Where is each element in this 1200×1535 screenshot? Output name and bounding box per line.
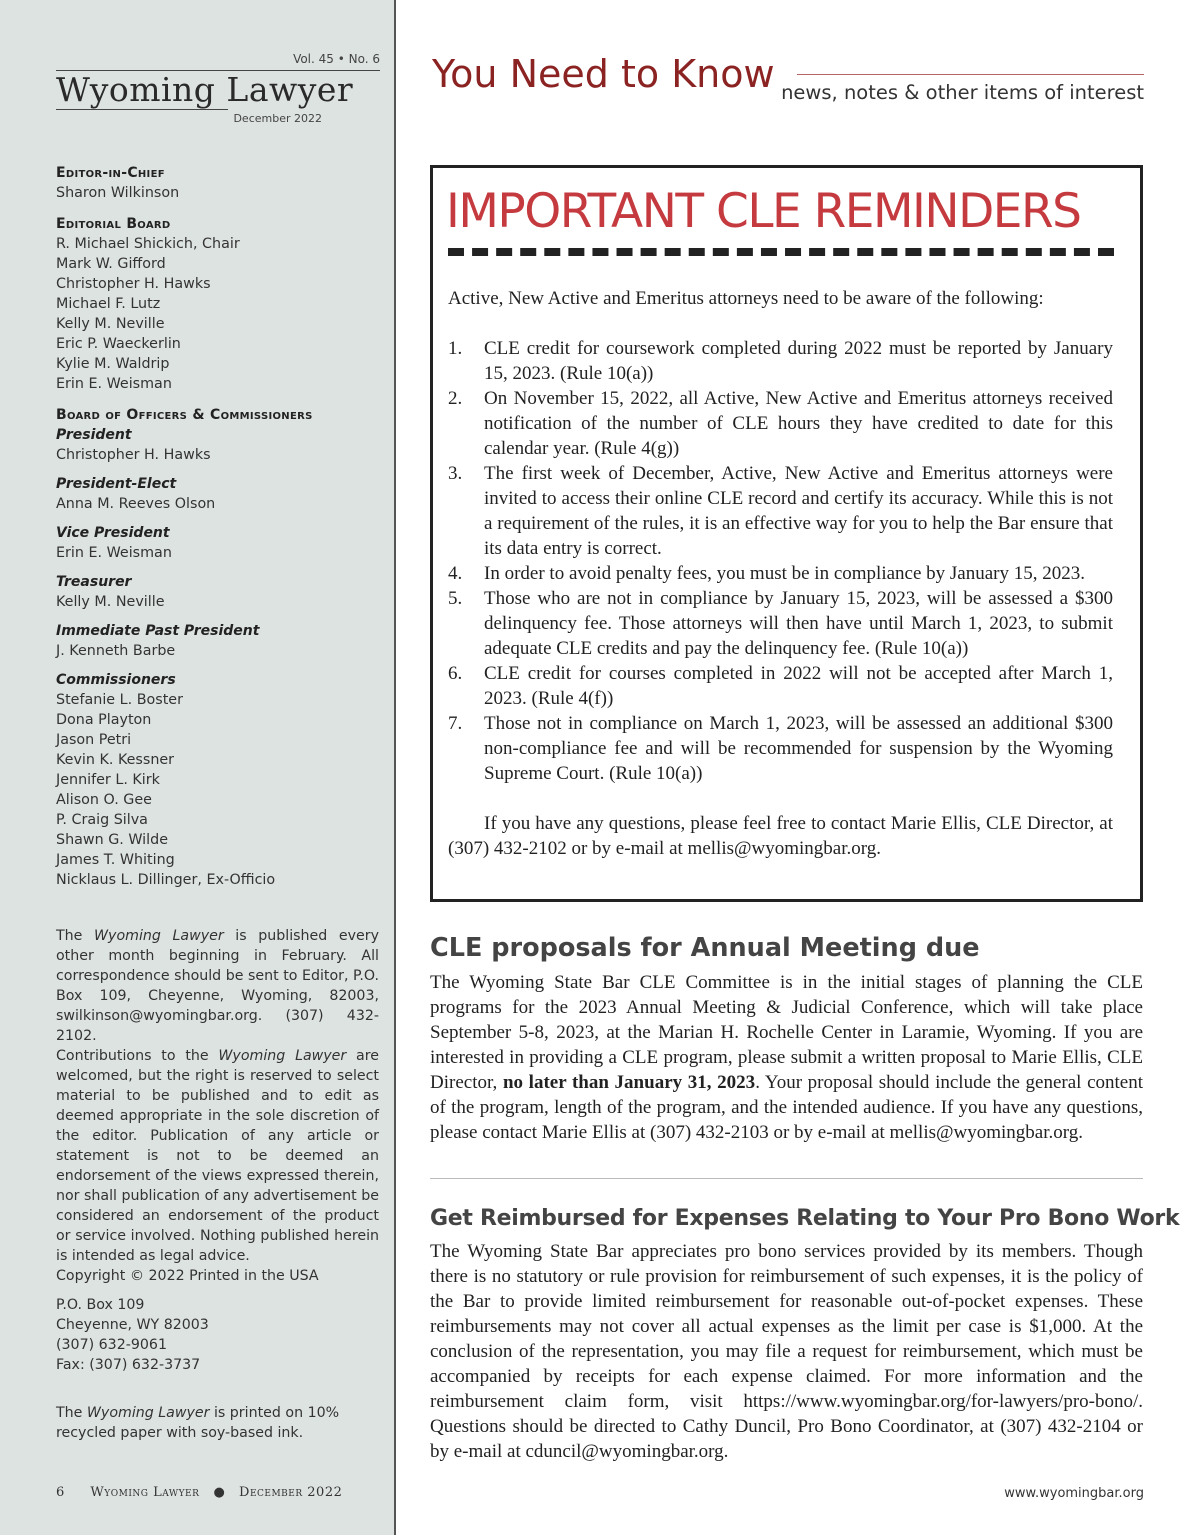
sidebar: [0, 0, 396, 1535]
editorial-board-heading: Editorial Board: [56, 216, 171, 232]
mailing-address: P.O. Box 109 Cheyenne, WY 82003 (307) 632-9061 Fax: (307) 632-3737: [56, 1297, 209, 1373]
footer-left: [56, 1485, 342, 1500]
editorial-board-group: [56, 214, 380, 394]
editor-heading: Editor-in-Chief: [56, 165, 165, 181]
officer-name: J. Kenneth Barbe: [56, 643, 176, 659]
commissioner: Alison O. Gee: [56, 792, 152, 808]
officers-heading: Board of Officers & Commissioners: [56, 407, 313, 423]
copyright-notice: Copyright © 2022 Printed in the USA: [56, 1268, 319, 1284]
recycled-notice: The Wyoming Lawyer is printed on 10% recycled paper with soy-based ink.: [56, 1405, 340, 1441]
officer-role: Immediate Past President: [56, 623, 260, 639]
footer-publication: Wyoming Lawyer: [90, 1485, 200, 1500]
officer-name: Kelly M. Neville: [56, 594, 165, 610]
board-member: Erin E. Weisman: [56, 376, 172, 392]
page-number: 6: [56, 1485, 65, 1500]
dashed-divider: [448, 248, 1114, 256]
cle-reminder-list: [448, 336, 1113, 786]
officer-role: President: [56, 427, 132, 443]
section-header: [432, 52, 1144, 112]
commissioner: James T. Whiting: [56, 852, 175, 868]
section-title: You Need to Know: [432, 52, 775, 96]
cle-reminder-item: 2. On November 15, 2022, all Active, New Active and Emeritus attorneys received notification of the number of CLE hours they have credited to date for this calendar year. (Rule 4(g)): [448, 388, 1113, 459]
cle-reminders-box: [430, 165, 1143, 902]
cle-reminder-item: 4. In order to avoid penalty fees, you must be in compliance by January 15, 2023.: [448, 563, 1085, 584]
header-rule: [797, 74, 1144, 75]
cle-reminders-title: IMPORTANT CLE REMINDERS: [446, 184, 1081, 239]
cle-proposals-article: [430, 933, 1143, 1145]
officer-role: President-Elect: [56, 476, 177, 492]
section-subtitle: news, notes & other items of interest: [781, 81, 1144, 104]
pro-bono-body: The Wyoming State Bar appreciates pro bono services provided by its members. Though there is no statutory or rule provision for reimbursement of such expenses, it is the policy of the Bar to provide limited reimbursement for reasonable out-of-pocket expenses. These reimbursements may not cover all actual expenses as the limit per case is $1,000. At the conclusion of the representation, you may file a request for reimbursement, which must be accompanied by receipts for each expense claimed. For more information and the reimbursement claim form, visit https://www.wyomingbar.org/for-lawyers/pro-bono/. Questions should be directed to Cathy Duncil, Pro Bono Coordinator, at (307) 432-2104 or by e-mail at cduncil@wyomingbar.org.: [430, 1241, 1143, 1462]
article-divider: [430, 1178, 1143, 1179]
cle-reminder-item: 7. Those not in compliance on March 1, 2023, will be assessed an additional $300 non-compliance fee and will be recommended for suspension by the Wyoming Supreme Court. (Rule 10(a)): [448, 713, 1113, 784]
cle-reminder-item: 3. The first week of December, Active, New Active and Emeritus attorneys were invited to access their online CLE record and certify its accuracy. While this is not a requirement of the rules, it is an effective way for you to help the Bar ensure that its data entry is correct.: [448, 463, 1113, 559]
commissioner-list: [56, 690, 380, 890]
commissioner: P. Craig Silva: [56, 812, 148, 828]
commissioner: Stefanie L. Boster: [56, 692, 183, 708]
board-member: Kelly M. Neville: [56, 316, 165, 332]
commissioner: Dona Playton: [56, 712, 152, 728]
officer-name: Christopher H. Hawks: [56, 447, 211, 463]
footer-website: www.wyomingbar.org: [1004, 1486, 1144, 1501]
cle-reminder-item: 1. CLE credit for coursework completed during 2022 must be reported by January 15, 2023. (Rule 10(a)): [448, 338, 1113, 384]
board-member: Christopher H. Hawks: [56, 276, 211, 292]
issue-date: December 2022: [233, 112, 322, 125]
publication-notice: The Wyoming Lawyer is published every other month beginning in February. All correspondence should be sent to Editor, P.O. Box 109, Cheyenne, Wyoming, 82003, swilkinson@wyomingbar.org. (307) 432-2102.: [56, 928, 379, 1044]
officers-group: [56, 405, 380, 890]
editor-group: [56, 163, 380, 203]
cle-proposals-heading: CLE proposals for Annual Meeting due: [430, 933, 980, 963]
contributions-notice: Contributions to the Wyoming Lawyer are welcomed, but the right is reserved to select material to be published and to edit as deemed appropriate in the sole discretion of the editor. Publication of any article or statement is not to be deemed an endorsement of the views expressed therein, nor shall publication of any advertisement be considered an endorsement of the product or service involved. Nothing published herein is intended as legal advice.: [56, 1048, 379, 1264]
board-member: Eric P. Waeckerlin: [56, 336, 181, 352]
commissioner: Jennifer L. Kirk: [56, 772, 160, 788]
board-member: Mark W. Gifford: [56, 256, 166, 272]
editor-name: Sharon Wilkinson: [56, 185, 180, 201]
commissioners-heading: Commissioners: [56, 672, 176, 688]
commissioner: Shawn G. Wilde: [56, 832, 169, 848]
editorial-board-list: [56, 234, 380, 394]
staff-listing: [56, 163, 380, 901]
board-member: Michael F. Lutz: [56, 296, 161, 312]
officer-name: Erin E. Weisman: [56, 545, 172, 561]
board-member: Kylie M. Waldrip: [56, 356, 170, 372]
cle-reminder-item: 6. CLE credit for courses completed in 2022 will not be accepted after March 1, 2023. (Rule 4(f)): [448, 663, 1113, 709]
footer-issue: December 2022: [239, 1485, 343, 1500]
cle-intro: Active, New Active and Emeritus attorneys need to be aware of the following:: [448, 288, 1044, 309]
pro-bono-heading: Get Reimbursed for Expenses Relating to Your Pro Bono Work: [430, 1206, 1180, 1231]
officer-name: Anna M. Reeves Olson: [56, 496, 216, 512]
volume-issue: Vol. 45 • No. 6: [293, 52, 380, 66]
commissioner: Jason Petri: [56, 732, 132, 748]
masthead-rule: [56, 109, 228, 110]
cle-reminder-item: 5. Those who are not in compliance by January 15, 2023, will be assessed a $300 delinquency fee. Those attorneys will then have until March 1, 2023, to submit adequate CLE credits and pay the delinquency fee. (Rule 10(a)): [448, 588, 1113, 659]
commissioner: Kevin K. Kessner: [56, 752, 175, 768]
cle-proposals-body: The Wyoming State Bar CLE Committee is in the initial stages of planning the CLE programs for the 2023 Annual Meeting & Judicial Conference, which will take place September 5-8, 2023, at the Marian H. Rochelle Center in Laramie, Wyoming. If you are interested in providing a CLE program, please submit a written proposal to Marie Ellis, CLE Director, no later than January 31, 2023. Your proposal should include the general content of the program, length of the program, and the intended audience. If you have any questions, please contact Marie Ellis at (307) 432-2103 or by e-mail at mellis@wyomingbar.org.: [430, 972, 1144, 1143]
pro-bono-article: [430, 1206, 1180, 1464]
officer-list: [56, 425, 380, 661]
officer-role: Vice President: [56, 525, 170, 541]
board-member: R. Michael Shickich, Chair: [56, 236, 240, 252]
masthead: [56, 52, 380, 125]
bullet-icon: ●: [213, 1485, 225, 1500]
magazine-title: Wyoming Lawyer: [56, 70, 354, 109]
commissioner: Nicklaus L. Dillinger, Ex-Officio: [56, 872, 276, 888]
cle-contact: If you have any questions, please feel free to contact Marie Ellis, CLE Director, at (307) 432-2102 or by e-mail at mellis@wyomingbar.org.: [448, 813, 1113, 859]
officer-role: Treasurer: [56, 574, 132, 590]
